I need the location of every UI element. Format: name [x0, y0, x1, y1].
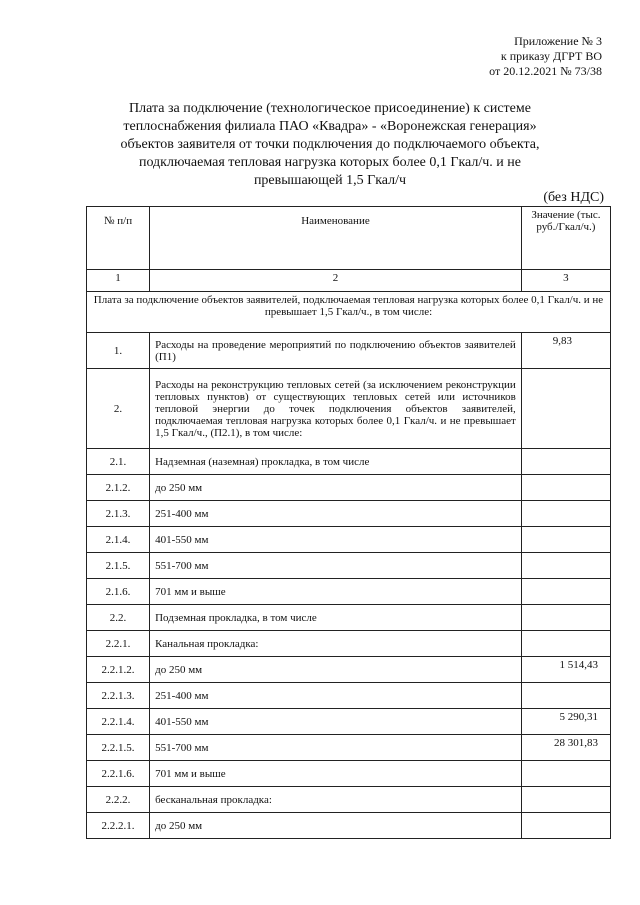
table-row — [87, 449, 611, 475]
table-row — [87, 605, 611, 631]
row-name: 551-700 мм — [150, 735, 522, 761]
table-row — [87, 475, 611, 501]
col-number-3: 3 — [521, 270, 610, 292]
row-number: 2.2.1.6. — [87, 761, 150, 787]
header-name: Наименование — [150, 207, 522, 270]
vat-note: (без НДС) — [543, 190, 604, 205]
header-value: Значение (тыс. руб./Гкал/ч.) — [521, 207, 610, 270]
row-name: Подземная прокладка, в том числе — [150, 605, 522, 631]
table-row — [87, 333, 611, 369]
row-value — [521, 787, 610, 813]
table-row — [87, 527, 611, 553]
row-value: 1 514,43 — [521, 657, 610, 683]
row-number: 1. — [87, 333, 150, 369]
row-value — [521, 761, 610, 787]
row-value — [521, 683, 610, 709]
row-name: до 250 мм — [150, 475, 522, 501]
row-value — [521, 579, 610, 605]
row-value: 9,83 — [521, 333, 610, 369]
row-name: Надземная (наземная) прокладка, в том числе — [150, 449, 522, 475]
table-row — [87, 579, 611, 605]
table-row — [87, 553, 611, 579]
row-name: 401-550 мм — [150, 527, 522, 553]
appendix-header — [489, 34, 602, 79]
row-name: 251-400 мм — [150, 683, 522, 709]
row-number: 2.2.2.1. — [87, 813, 150, 839]
table-row — [87, 735, 611, 761]
table-row — [87, 709, 611, 735]
document-title: Плата за подключение (технологическое присоединение) к системе теплоснабжения филиала ПАО «Квадра» - «Воронежская генерация» объектов заявителя от точки подключения до подключаемого объекта, подключаемая тепловая нагрузка которых более 0,1 Гкал/ч. и не превышающей 1,5 Гкал/ч — [120, 101, 540, 188]
row-number: 2.1.2. — [87, 475, 150, 501]
row-number: 2.1.4. — [87, 527, 150, 553]
row-name: 251-400 мм — [150, 501, 522, 527]
table-row — [87, 369, 611, 449]
table-row — [87, 813, 611, 839]
row-value — [521, 475, 610, 501]
column-number-row — [87, 270, 611, 292]
table-row — [87, 787, 611, 813]
tariff-table — [86, 206, 611, 839]
table-row — [87, 761, 611, 787]
appendix-line-1: Приложение № 3 — [514, 34, 602, 48]
row-name: до 250 мм — [150, 813, 522, 839]
row-value — [521, 449, 610, 475]
table-header-row — [87, 207, 611, 270]
row-name: Расходы на реконструкцию тепловых сетей (за исключением реконструкции тепловых пунктов) от существующих тепловых сетей или источников тепловой энергии до точек подключения объектов заявителей, подключаемая тепловая нагрузка которых более 0,1 Гкал/ч. и не превышает 1,5 Гкал/ч., (П2.1), в том числе: — [150, 369, 522, 449]
section-row — [87, 292, 611, 333]
row-name: Расходы на проведение мероприятий по подключению объектов заявителей (П1) — [150, 333, 522, 369]
row-name: 701 мм и выше — [150, 579, 522, 605]
col-number-2: 2 — [150, 270, 522, 292]
appendix-line-3: от 20.12.2021 № 73/38 — [489, 64, 602, 78]
row-value — [521, 631, 610, 657]
row-name: 701 мм и выше — [150, 761, 522, 787]
row-name: Канальная прокладка: — [150, 631, 522, 657]
row-number: 2.1. — [87, 449, 150, 475]
row-number: 2.1.6. — [87, 579, 150, 605]
row-value — [521, 369, 610, 449]
col-number-1: 1 — [87, 270, 150, 292]
row-value — [521, 501, 610, 527]
row-number: 2.2.1.3. — [87, 683, 150, 709]
section-title: Плата за подключение объектов заявителей, подключаемая тепловая нагрузка которых более 0,1 Гкал/ч. и не превышает 1,5 Гкал/ч., в том числе: — [87, 292, 611, 333]
row-number: 2.2.1.2. — [87, 657, 150, 683]
row-value — [521, 813, 610, 839]
table-row — [87, 683, 611, 709]
row-number: 2.1.5. — [87, 553, 150, 579]
row-name: до 250 мм — [150, 657, 522, 683]
row-value — [521, 605, 610, 631]
table-row — [87, 501, 611, 527]
appendix-line-2: к приказу ДГРТ ВО — [500, 49, 602, 63]
row-value: 5 290,31 — [521, 709, 610, 735]
row-value — [521, 553, 610, 579]
row-number: 2.2.1.5. — [87, 735, 150, 761]
row-number: 2. — [87, 369, 150, 449]
table-row — [87, 657, 611, 683]
row-number: 2.2. — [87, 605, 150, 631]
row-name: 401-550 мм — [150, 709, 522, 735]
table-row — [87, 631, 611, 657]
row-value — [521, 527, 610, 553]
row-name: бесканальная прокладка: — [150, 787, 522, 813]
row-number: 2.2.1. — [87, 631, 150, 657]
header-num: № п/п — [87, 207, 150, 270]
row-number: 2.1.3. — [87, 501, 150, 527]
row-number: 2.2.1.4. — [87, 709, 150, 735]
row-name: 551-700 мм — [150, 553, 522, 579]
row-value: 28 301,83 — [521, 735, 610, 761]
row-number: 2.2.2. — [87, 787, 150, 813]
